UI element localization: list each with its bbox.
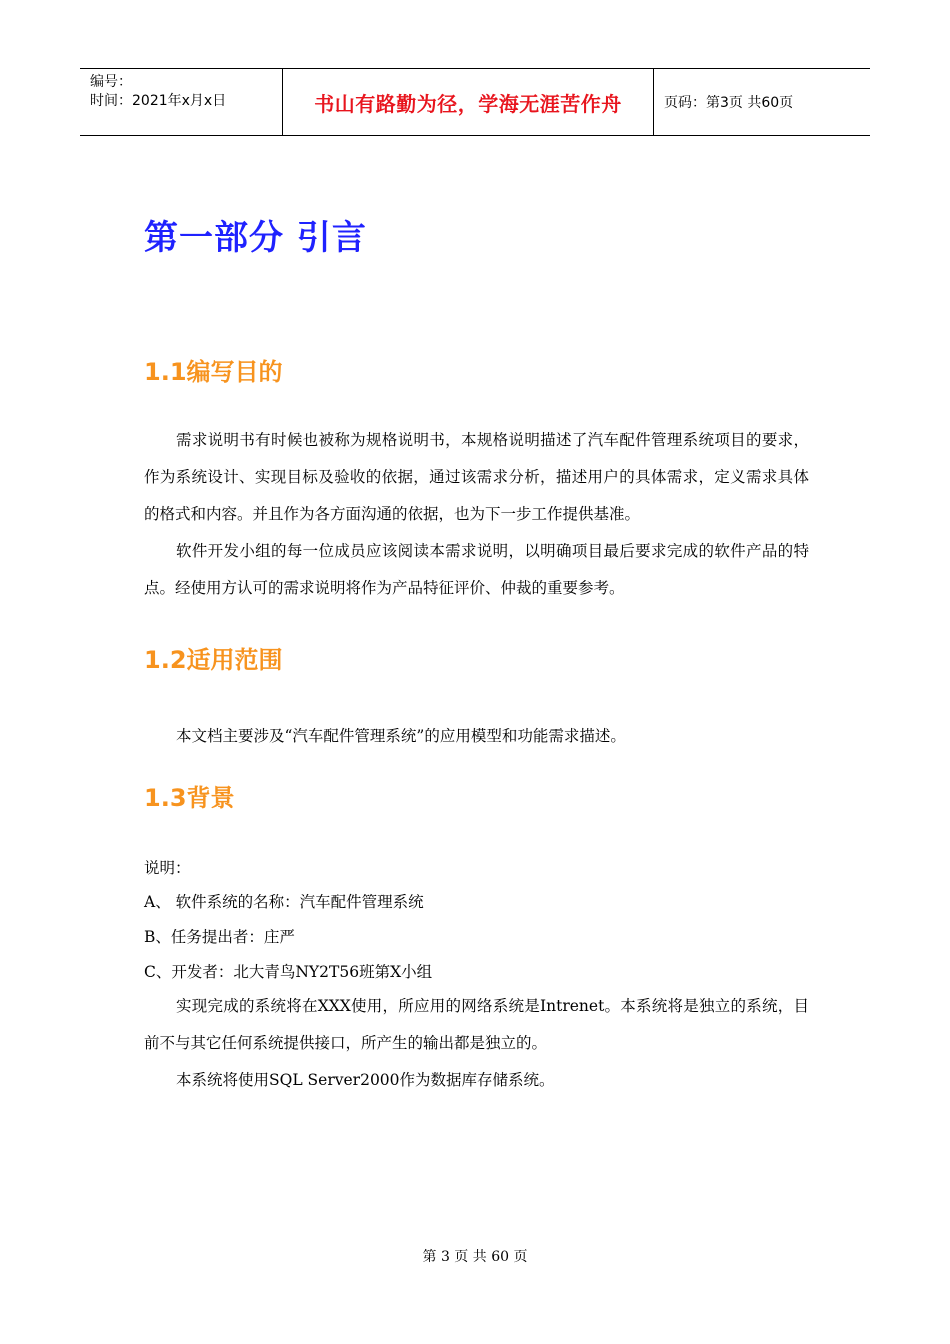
- part-title: 第一部分 引言: [144, 218, 367, 258]
- header-page-info: 页码：第3页 共60页: [664, 95, 794, 111]
- section-title: 1.1编写目的: [144, 358, 283, 386]
- page-footer: 第 3 页 共 60 页: [422, 1249, 528, 1265]
- list-item: C、开发者：北大青鸟NY2T56班第X小组: [144, 963, 433, 981]
- section-paragraph: 本系统将使用SQL Server2000作为数据库存储系统。: [176, 1071, 555, 1089]
- section-paragraph: 实现完成的系统将在XXX使用，所应用的网络系统是Intrenet。本系统将是独立的系统，目前不与其它任何系统提供接口，所产生的输出都是独立的。: [144, 997, 809, 1052]
- section-paragraph: 本文档主要涉及“汽车配件管理系统”的应用模型和功能需求描述。: [176, 727, 626, 745]
- section-title: 1.2适用范围: [144, 646, 283, 674]
- section-paragraph: 需求说明书有时候也被称为规格说明书，本规格说明描述了汽车配件管理系统项目的要求，作为系统设计、实现目标及验收的依据，通过该需求分析，描述用户的具体需求，定义需求具体的格式和内容。并且作为各方面沟通的依据，也为下一步工作提供基准。: [144, 431, 809, 523]
- header-motto: 书山有路勤为径，学海无涯苦作舟: [282, 69, 654, 135]
- section-paragraph: 软件开发小组的每一位成员应该阅读本需求说明，以明确项目最后要求完成的软件产品的特点。经使用方认可的需求说明将作为产品特征评价、仲裁的重要参考。: [144, 542, 809, 597]
- document-date: 时间：2021年x月x日: [90, 93, 227, 109]
- list-item: 说明：: [144, 859, 191, 877]
- page-header: [80, 68, 870, 136]
- section-title: 1.3背景: [144, 784, 235, 812]
- list-item: B、任务提出者：庄严: [144, 928, 295, 946]
- list-item: A、 软件系统的名称：汽车配件管理系统: [144, 893, 424, 911]
- document-number-label: 编号：: [90, 74, 132, 90]
- header-meta: [80, 69, 282, 135]
